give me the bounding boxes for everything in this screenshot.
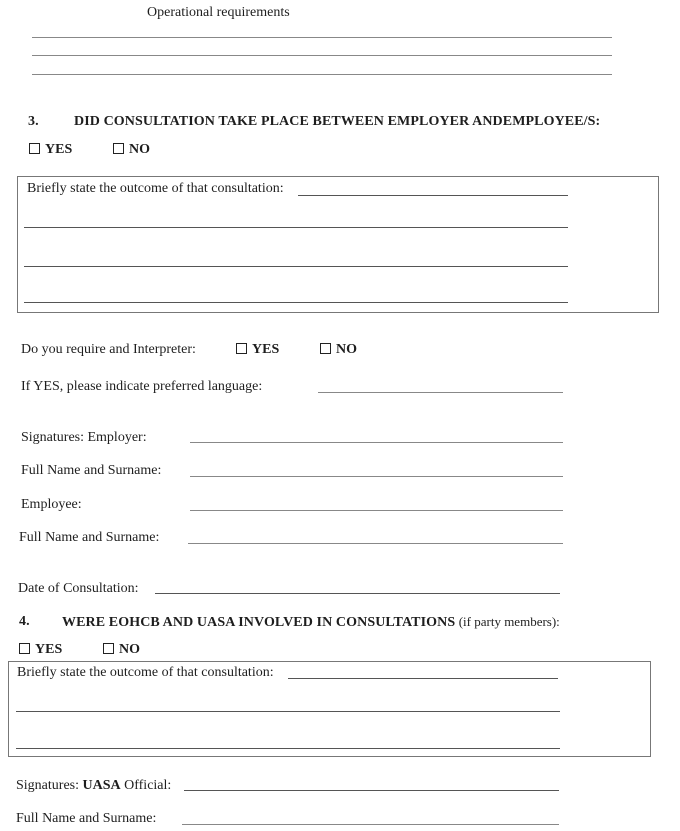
section-3-number: 3. [28,114,39,129]
outcome-input-line[interactable] [24,302,568,303]
writing-line [32,55,612,56]
section-4-yes-option[interactable] [19,642,62,658]
date-of-consultation-label: Date of Consultation: [18,581,139,596]
checkbox-icon[interactable] [19,643,30,654]
checkbox-icon[interactable] [236,343,247,354]
outcome-input-line[interactable] [24,227,568,228]
section-3-yes-option[interactable] [29,142,72,158]
section-4-note: (if party members): [458,614,560,629]
checkbox-icon[interactable] [320,343,331,354]
yes-label: YES [45,142,73,157]
uasa-full-name-line[interactable] [182,824,559,825]
interpreter-yes-option[interactable] [236,342,279,358]
full-name-line[interactable] [188,543,563,544]
uasa-label: UASA [82,778,121,793]
yes-label: YES [252,342,280,357]
uasa-signature-row [16,778,171,794]
interpreter-no-option[interactable] [320,342,357,358]
outcome-input-line[interactable] [298,195,568,196]
outcome-input-line[interactable] [288,678,558,679]
checkbox-icon[interactable] [29,143,40,154]
section-3-outcome-label: Briefly state the outcome of that consultation: [27,181,284,196]
employee-signature-label: Employee: [21,497,82,512]
date-of-consultation-line[interactable] [155,593,560,594]
checkbox-icon[interactable] [113,143,124,154]
writing-line [32,74,612,75]
full-name-label: Full Name and Surname: [19,530,160,545]
section-4-heading-row [62,614,560,631]
yes-label: YES [35,642,63,657]
outcome-input-line[interactable] [16,711,560,712]
no-label: NO [119,642,140,657]
checkbox-icon[interactable] [103,643,114,654]
outcome-input-line[interactable] [24,266,568,267]
uasa-official-label: Official: [124,778,172,793]
section-3-no-option[interactable] [113,142,150,158]
language-input-line[interactable] [318,392,563,393]
employee-signature-line[interactable] [190,510,563,511]
full-name-line[interactable] [190,476,563,477]
section-4-no-option[interactable] [103,642,140,658]
uasa-signature-line[interactable] [184,790,559,791]
no-label: NO [336,342,357,357]
operational-requirements-text: Operational requirements [147,5,290,20]
full-name-label: Full Name and Surname: [21,463,162,478]
section-4-heading: WERE EOHCB AND UASA INVOLVED IN CONSULTATIONS [62,615,456,630]
no-label: NO [129,142,150,157]
section-4-number: 4. [19,614,30,629]
language-label: If YES, please indicate preferred language: [21,379,263,394]
uasa-signatures-label: Signatures: [16,778,79,793]
writing-line [32,37,612,38]
section-3-heading: DID CONSULTATION TAKE PLACE BETWEEN EMPLOYER ANDEMPLOYEE/S: [74,114,601,129]
outcome-input-line[interactable] [16,748,560,749]
interpreter-question: Do you require and Interpreter: [21,342,196,357]
uasa-full-name-label: Full Name and Surname: [16,811,157,826]
section-4-outcome-label: Briefly state the outcome of that consultation: [17,665,274,680]
employer-signature-label: Signatures: Employer: [21,430,147,445]
employer-signature-line[interactable] [190,442,563,443]
